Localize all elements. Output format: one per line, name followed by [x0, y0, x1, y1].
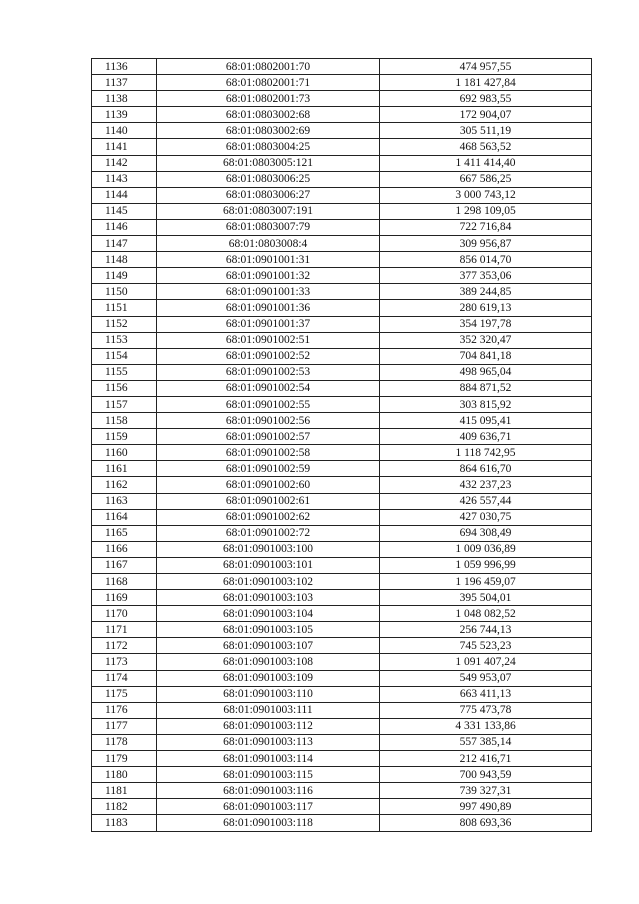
table-row [92, 396, 592, 412]
cadastral-value-cell: 1 118 742,95 [380, 445, 592, 461]
row-number-cell: 1146 [92, 219, 157, 235]
row-number-cell: 1175 [92, 686, 157, 702]
table-row [92, 638, 592, 654]
table-row [92, 622, 592, 638]
table-row [92, 91, 592, 107]
cadastral-number-cell: 68:01:0901002:53 [157, 364, 380, 380]
cadastral-number-cell: 68:01:0901003:113 [157, 734, 380, 750]
cadastral-value-cell: 415 095,41 [380, 413, 592, 429]
cadastral-value-cell: 389 244,85 [380, 284, 592, 300]
row-number-cell: 1164 [92, 509, 157, 525]
row-number-cell: 1183 [92, 815, 157, 831]
table-row [92, 686, 592, 702]
table-body [92, 59, 592, 832]
cadastral-number-cell: 68:01:0901002:59 [157, 461, 380, 477]
cadastral-value-cell: 1 059 996,99 [380, 557, 592, 573]
row-number-cell: 1172 [92, 638, 157, 654]
cadastral-value-cell: 1 411 414,40 [380, 155, 592, 171]
cadastral-number-cell: 68:01:0901001:37 [157, 316, 380, 332]
cadastral-value-cell: 474 957,55 [380, 59, 592, 75]
cadastral-number-cell: 68:01:0803007:79 [157, 219, 380, 235]
cadastral-number-cell: 68:01:0803005:121 [157, 155, 380, 171]
table-row [92, 364, 592, 380]
cadastral-number-cell: 68:01:0901003:118 [157, 815, 380, 831]
table-row [92, 783, 592, 799]
cadastral-value-cell: 549 953,07 [380, 670, 592, 686]
row-number-cell: 1151 [92, 300, 157, 316]
cadastral-number-cell: 68:01:0901003:108 [157, 654, 380, 670]
cadastral-number-cell: 68:01:0803004:25 [157, 139, 380, 155]
table-row [92, 734, 592, 750]
row-number-cell: 1173 [92, 654, 157, 670]
cadastral-number-cell: 68:01:0803006:25 [157, 171, 380, 187]
table-row [92, 477, 592, 493]
cadastral-value-cell: 303 815,92 [380, 396, 592, 412]
table-row [92, 155, 592, 171]
cadastral-number-cell: 68:01:0901003:105 [157, 622, 380, 638]
row-number-cell: 1160 [92, 445, 157, 461]
table-row [92, 107, 592, 123]
table-row [92, 445, 592, 461]
row-number-cell: 1174 [92, 670, 157, 686]
cadastral-value-cell: 808 693,36 [380, 815, 592, 831]
cadastral-number-cell: 68:01:0901003:112 [157, 718, 380, 734]
cadastral-value-cell: 775 473,78 [380, 702, 592, 718]
cadastral-number-cell: 68:01:0901001:32 [157, 268, 380, 284]
row-number-cell: 1167 [92, 557, 157, 573]
cadastral-value-cell: 704 841,18 [380, 348, 592, 364]
row-number-cell: 1166 [92, 541, 157, 557]
table-row [92, 654, 592, 670]
row-number-cell: 1159 [92, 429, 157, 445]
table-row [92, 139, 592, 155]
cadastral-value-cell: 1 196 459,07 [380, 574, 592, 590]
cadastral-number-cell: 68:01:0901002:72 [157, 525, 380, 541]
cadastral-value-cell: 694 308,49 [380, 525, 592, 541]
cadastral-number-cell: 68:01:0901003:110 [157, 686, 380, 702]
cadastral-number-cell: 68:01:0901002:52 [157, 348, 380, 364]
row-number-cell: 1176 [92, 702, 157, 718]
table-row [92, 429, 592, 445]
cadastral-value-cell: 1 091 407,24 [380, 654, 592, 670]
table-row [92, 590, 592, 606]
row-number-cell: 1141 [92, 139, 157, 155]
cadastral-value-cell: 498 965,04 [380, 364, 592, 380]
row-number-cell: 1152 [92, 316, 157, 332]
cadastral-number-cell: 68:01:0901002:51 [157, 332, 380, 348]
cadastral-value-cell: 3 000 743,12 [380, 187, 592, 203]
cadastral-value-cell: 557 385,14 [380, 734, 592, 750]
table-row [92, 268, 592, 284]
row-number-cell: 1156 [92, 380, 157, 396]
row-number-cell: 1178 [92, 734, 157, 750]
cadastral-number-cell: 68:01:0901003:107 [157, 638, 380, 654]
table-row [92, 574, 592, 590]
row-number-cell: 1161 [92, 461, 157, 477]
cadastral-value-cell: 1 048 082,52 [380, 606, 592, 622]
table-row [92, 316, 592, 332]
cadastral-value-cell: 309 956,87 [380, 236, 592, 252]
cadastral-value-cell: 739 327,31 [380, 783, 592, 799]
cadastral-number-cell: 68:01:0901003:101 [157, 557, 380, 573]
row-number-cell: 1168 [92, 574, 157, 590]
table-row [92, 380, 592, 396]
cadastral-number-cell: 68:01:0803006:27 [157, 187, 380, 203]
table-row [92, 767, 592, 783]
cadastral-value-cell: 305 511,19 [380, 123, 592, 139]
cadastral-value-cell: 692 983,55 [380, 91, 592, 107]
row-number-cell: 1137 [92, 75, 157, 91]
cadastral-value-cell: 354 197,78 [380, 316, 592, 332]
cadastral-number-cell: 68:01:0803008:4 [157, 236, 380, 252]
table-row [92, 123, 592, 139]
cadastral-value-cell: 280 619,13 [380, 300, 592, 316]
cadastral-number-cell: 68:01:0901002:54 [157, 380, 380, 396]
row-number-cell: 1182 [92, 799, 157, 815]
row-number-cell: 1180 [92, 767, 157, 783]
row-number-cell: 1177 [92, 718, 157, 734]
row-number-cell: 1144 [92, 187, 157, 203]
cadastral-value-cell: 745 523,23 [380, 638, 592, 654]
cadastral-value-cell: 256 744,13 [380, 622, 592, 638]
table-row [92, 799, 592, 815]
row-number-cell: 1142 [92, 155, 157, 171]
table-row [92, 332, 592, 348]
row-number-cell: 1170 [92, 606, 157, 622]
cadastral-value-cell: 884 871,52 [380, 380, 592, 396]
table-row [92, 718, 592, 734]
table-row [92, 413, 592, 429]
table-row [92, 236, 592, 252]
cadastral-value-cell: 997 490,89 [380, 799, 592, 815]
table-row [92, 75, 592, 91]
cadastral-number-cell: 68:01:0901002:60 [157, 477, 380, 493]
cadastral-number-cell: 68:01:0802001:73 [157, 91, 380, 107]
cadastral-number-cell: 68:01:0901003:111 [157, 702, 380, 718]
cadastral-number-cell: 68:01:0803002:68 [157, 107, 380, 123]
table-row [92, 252, 592, 268]
row-number-cell: 1165 [92, 525, 157, 541]
table-row [92, 670, 592, 686]
row-number-cell: 1163 [92, 493, 157, 509]
table-row [92, 59, 592, 75]
table-row [92, 557, 592, 573]
table-row [92, 493, 592, 509]
row-number-cell: 1136 [92, 59, 157, 75]
cadastral-number-cell: 68:01:0901002:57 [157, 429, 380, 445]
cadastral-number-cell: 68:01:0803007:191 [157, 203, 380, 219]
row-number-cell: 1169 [92, 590, 157, 606]
cadastral-number-cell: 68:01:0901003:115 [157, 767, 380, 783]
table-row [92, 541, 592, 557]
cadastral-number-cell: 68:01:0901003:103 [157, 590, 380, 606]
cadastral-number-cell: 68:01:0901001:33 [157, 284, 380, 300]
cadastral-number-cell: 68:01:0901001:31 [157, 252, 380, 268]
cadastral-number-cell: 68:01:0901003:117 [157, 799, 380, 815]
cadastral-value-cell: 395 504,01 [380, 590, 592, 606]
cadastral-value-cell: 722 716,84 [380, 219, 592, 235]
cadastral-value-cell: 426 557,44 [380, 493, 592, 509]
cadastral-number-cell: 68:01:0901003:114 [157, 751, 380, 767]
table-row [92, 300, 592, 316]
cadastral-value-cell: 856 014,70 [380, 252, 592, 268]
table-row [92, 461, 592, 477]
row-number-cell: 1149 [92, 268, 157, 284]
row-number-cell: 1158 [92, 413, 157, 429]
row-number-cell: 1140 [92, 123, 157, 139]
table-row [92, 171, 592, 187]
cadastral-number-cell: 68:01:0901002:58 [157, 445, 380, 461]
cadastral-value-cell: 427 030,75 [380, 509, 592, 525]
cadastral-number-cell: 68:01:0901002:56 [157, 413, 380, 429]
cadastral-value-cell: 409 636,71 [380, 429, 592, 445]
row-number-cell: 1157 [92, 396, 157, 412]
cadastral-number-cell: 68:01:0901003:116 [157, 783, 380, 799]
row-number-cell: 1145 [92, 203, 157, 219]
cadastral-value-cell: 432 237,23 [380, 477, 592, 493]
table-row [92, 203, 592, 219]
cadastral-value-cell: 4 331 133,86 [380, 718, 592, 734]
cadastral-value-cell: 864 616,70 [380, 461, 592, 477]
table-row [92, 284, 592, 300]
cadastral-value-cell: 1 298 109,05 [380, 203, 592, 219]
row-number-cell: 1155 [92, 364, 157, 380]
cadastral-value-cell: 663 411,13 [380, 686, 592, 702]
table-row [92, 525, 592, 541]
cadastral-value-cell: 352 320,47 [380, 332, 592, 348]
row-number-cell: 1139 [92, 107, 157, 123]
row-number-cell: 1147 [92, 236, 157, 252]
table-row [92, 509, 592, 525]
table-row [92, 702, 592, 718]
row-number-cell: 1162 [92, 477, 157, 493]
cadastral-value-table [91, 58, 592, 832]
cadastral-value-cell: 667 586,25 [380, 171, 592, 187]
table-row [92, 219, 592, 235]
table-row [92, 187, 592, 203]
row-number-cell: 1143 [92, 171, 157, 187]
table-row [92, 348, 592, 364]
cadastral-value-cell: 1 181 427,84 [380, 75, 592, 91]
cadastral-value-cell: 468 563,52 [380, 139, 592, 155]
row-number-cell: 1179 [92, 751, 157, 767]
row-number-cell: 1171 [92, 622, 157, 638]
cadastral-value-cell: 1 009 036,89 [380, 541, 592, 557]
cadastral-value-cell: 212 416,71 [380, 751, 592, 767]
cadastral-number-cell: 68:01:0901002:61 [157, 493, 380, 509]
cadastral-number-cell: 68:01:0901003:109 [157, 670, 380, 686]
cadastral-number-cell: 68:01:0901003:102 [157, 574, 380, 590]
cadastral-value-cell: 377 353,06 [380, 268, 592, 284]
row-number-cell: 1153 [92, 332, 157, 348]
cadastral-number-cell: 68:01:0901001:36 [157, 300, 380, 316]
cadastral-number-cell: 68:01:0901002:62 [157, 509, 380, 525]
table-row [92, 751, 592, 767]
row-number-cell: 1138 [92, 91, 157, 107]
row-number-cell: 1154 [92, 348, 157, 364]
row-number-cell: 1150 [92, 284, 157, 300]
cadastral-value-cell: 172 904,07 [380, 107, 592, 123]
cadastral-number-cell: 68:01:0802001:70 [157, 59, 380, 75]
cadastral-number-cell: 68:01:0901003:100 [157, 541, 380, 557]
cadastral-number-cell: 68:01:0901002:55 [157, 396, 380, 412]
cadastral-number-cell: 68:01:0803002:69 [157, 123, 380, 139]
cadastral-value-cell: 700 943,59 [380, 767, 592, 783]
row-number-cell: 1181 [92, 783, 157, 799]
cadastral-number-cell: 68:01:0901003:104 [157, 606, 380, 622]
cadastral-number-cell: 68:01:0802001:71 [157, 75, 380, 91]
row-number-cell: 1148 [92, 252, 157, 268]
table-row [92, 606, 592, 622]
table-row [92, 815, 592, 831]
